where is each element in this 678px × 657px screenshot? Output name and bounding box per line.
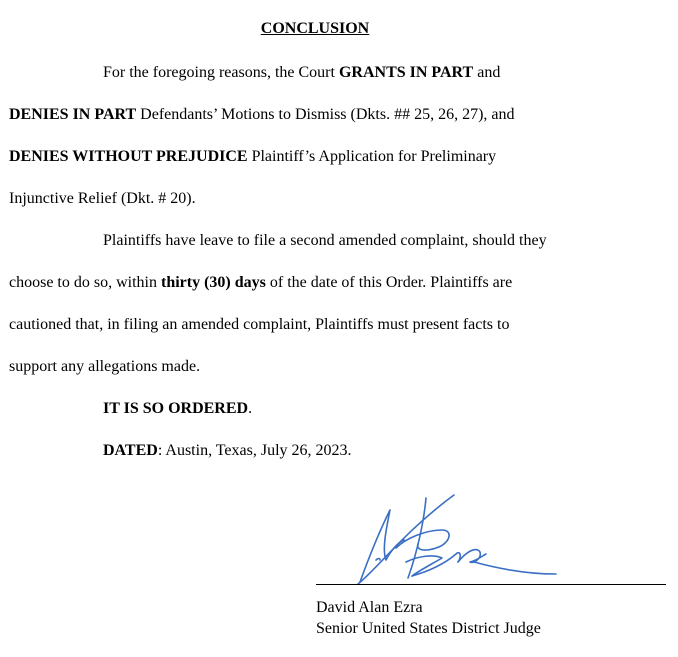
deadline: thirty (30) days — [161, 274, 266, 291]
handwritten-signature — [346, 490, 566, 590]
signer-title: Senior United States District Judge — [316, 620, 541, 637]
dated-value: : Austin, Texas, July 26, 2023. — [157, 442, 352, 459]
para1-line1 — [103, 63, 500, 83]
so-ordered-bold: IT IS SO ORDERED — [103, 400, 249, 417]
text: and — [473, 64, 501, 81]
para1-line4: Injunctive Relief (Dkt. # 20). — [9, 190, 196, 207]
signer-name: David Alan Ezra — [316, 599, 423, 616]
text: . — [248, 400, 253, 417]
text: choose to do so, within — [9, 274, 161, 291]
para2-line3: cautioned that, in filing an amended complaint, Plaintiffs must present facts to — [9, 316, 510, 333]
para2-line4: support any allegations made. — [9, 358, 201, 375]
signature-line — [316, 584, 666, 585]
dated-label: DATED — [103, 442, 158, 459]
denies-without-prejudice: DENIES WITHOUT PREJUDICE — [9, 148, 248, 165]
para2-line1: Plaintiffs have leave to file a second amended complaint, should they — [103, 232, 547, 249]
text: of the date of this Order. Plaintiffs are — [265, 274, 513, 291]
section-heading: CONCLUSION — [260, 20, 370, 37]
so-ordered — [103, 399, 252, 419]
para2-line2 — [9, 273, 512, 293]
dated-line — [103, 441, 352, 461]
para1-line3 — [9, 147, 496, 167]
denies-in-part: DENIES IN PART — [9, 106, 137, 123]
text: Defendants’ Motions to Dismiss (Dkts. ## 25, 26, 27), and — [136, 106, 515, 123]
para1-line2 — [9, 105, 515, 125]
grants-in-part: GRANTS IN PART — [338, 64, 474, 81]
text: For the foregoing reasons, the Court — [103, 64, 339, 81]
text: Plaintiff’s Application for Preliminary — [247, 148, 497, 165]
signature-area — [316, 490, 666, 590]
